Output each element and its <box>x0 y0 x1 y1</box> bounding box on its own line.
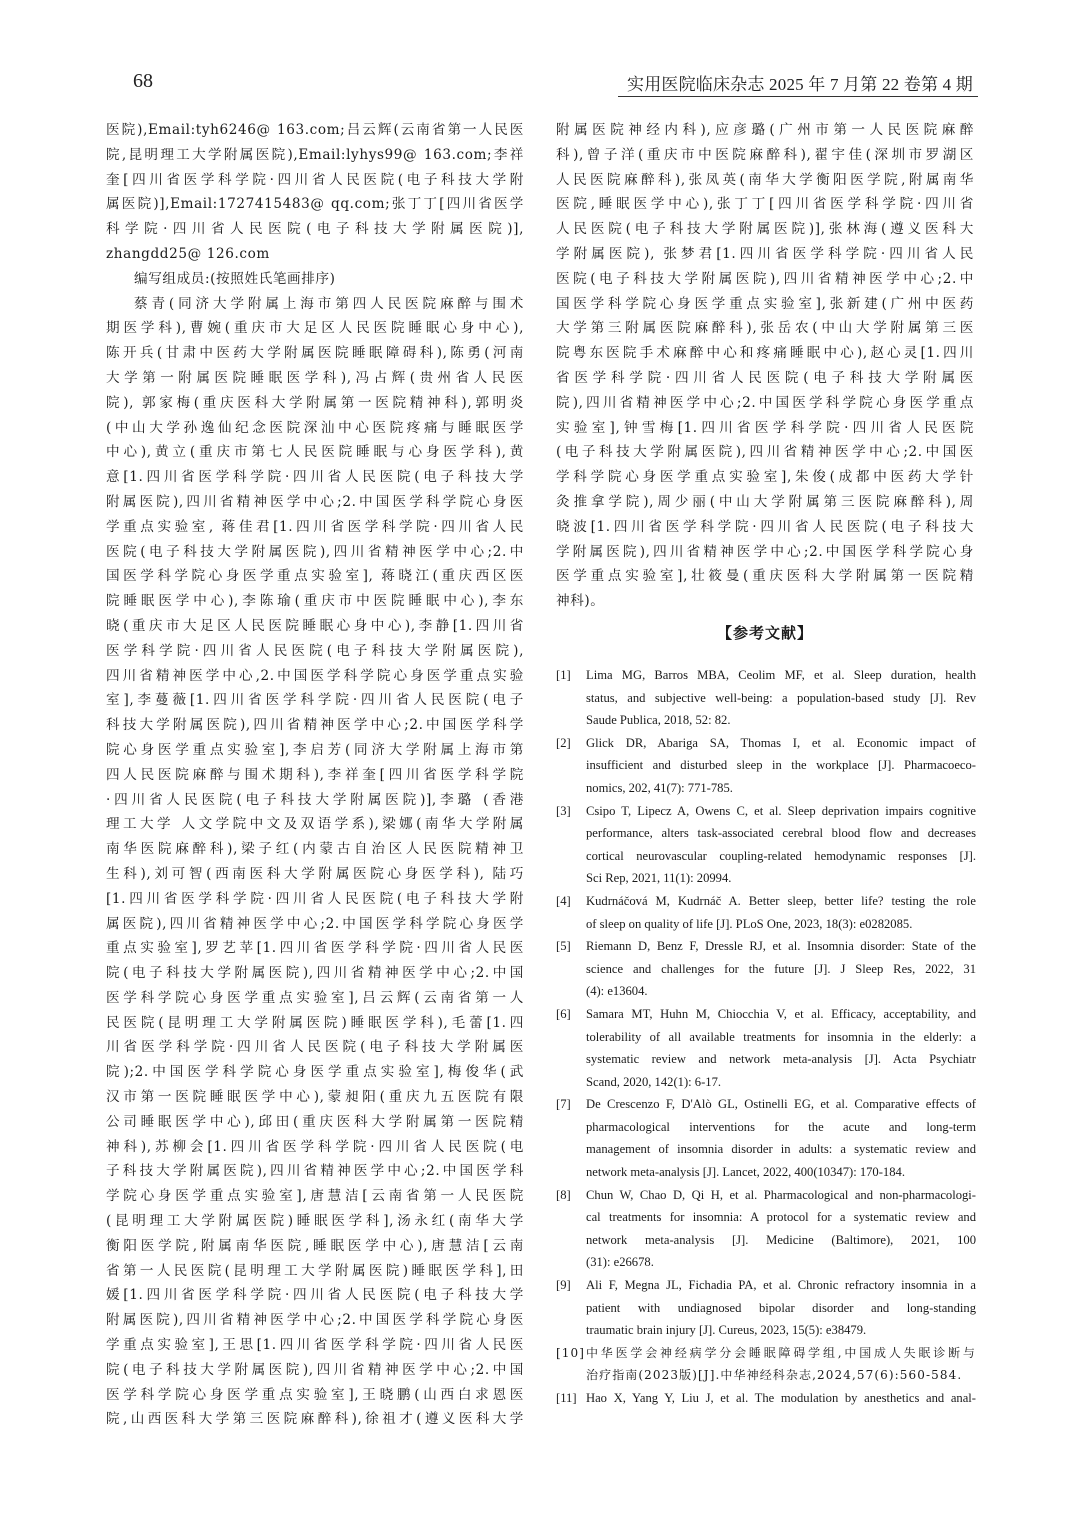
reference-number: [4] <box>556 893 571 908</box>
body-text-line: 医学科学院心身医学重点实验室],吕云辉(云南省第一人 <box>106 989 524 1006</box>
body-text-line: 附属医院神经内科),应彦璐(广州市第一人民医院麻醉 <box>556 122 974 138</box>
reference-text: Glick DR, Abariga SA, Thomas I, et al. Economic impact of <box>586 735 976 750</box>
body-text-line: 学重点实验室, 蒋佳君[1.四川省医学科学院·四川省人民 <box>106 518 524 535</box>
reference-item <box>556 664 976 732</box>
body-text-line: 院粤东医院手术麻醉中心和疼痛睡眠中心),赵心灵[1.四川 <box>556 345 974 362</box>
body-text-line: 医学科学院·四川省人民医院(电子科技大学附属医院), <box>106 642 524 659</box>
reference-item <box>556 935 976 1003</box>
body-text-line: 衡阳医学院,附属南华医院,睡眠医学中心),唐慧洁[云南 <box>106 1237 524 1254</box>
body-text-line: 院,山西医科大学第三医院麻醉科),徐祖才(遵义医科大学 <box>106 1411 524 1428</box>
reference-item <box>556 1003 976 1093</box>
body-text-line: 院睡眠医学中心),李陈瑜(重庆市中医院睡眠中心),李东 <box>106 593 524 610</box>
reference-line: (4): e13604. <box>586 984 648 999</box>
body-text-line: 国医学科学院心身医学重点实验室], 蒋晓江(重庆西区医 <box>106 568 524 585</box>
body-text-line: 晓(重庆市大足区人民医院睡眠心身中心),李静[1.四川省 <box>106 617 524 634</box>
page-number: 68 <box>133 70 153 92</box>
body-text-line: 奎[四川省医学科学院·四川省人民医院(电子科技大学附 <box>106 171 524 188</box>
reference-item <box>556 800 976 890</box>
body-text-line: 学附属医院),四川省精神医学中心;2.中国医学科学院心身 <box>556 543 974 560</box>
left-column <box>106 118 524 1432</box>
reference-line <box>556 664 976 687</box>
reference-item <box>556 732 976 800</box>
reference-line <box>556 1003 976 1026</box>
body-text-line: 室],李蔓薇[1.四川省医学科学院·四川省人民医院(电子 <box>106 692 524 709</box>
body-text-line: 大学第三附属医院麻醉科),张岳农(中山大学附属第三医 <box>556 320 974 337</box>
reference-line: systematic review and network meta-analysis [J]. Acta Psychiatr <box>586 1052 976 1067</box>
reference-number: [8] <box>556 1187 571 1202</box>
body-text-line: 编写组成员:(按照姓氏笔画排序) <box>134 270 336 287</box>
body-text-line: 院(电子科技大学附属医院),四川省精神医学中心;2.中国 <box>106 965 524 982</box>
body-text-line: 院(电子科技大学附属医院),四川省精神医学中心;2.中国 <box>106 1361 524 1378</box>
body-text-line: 省医学科学院·四川省人民医院(电子科技大学附属医 <box>556 369 974 386</box>
reference-line: tolerability of all available treatments for insomnia in the elderly: a <box>586 1029 976 1044</box>
body-text-line: 属医院),四川省精神医学中心;2.中国医学科学院心身医学 <box>106 915 524 932</box>
reference-list <box>556 664 976 1410</box>
journal-running-head: 实用医院临床杂志 2025 年 7 月第 22 卷第 4 期 <box>627 75 973 94</box>
right-column <box>556 118 974 614</box>
reference-text: Riemann D, Benz F, Dressle RJ, et al. Insomnia disorder: State of the <box>586 939 976 954</box>
reference-line: performance, alters task-associated cerebral blood flow and decreases <box>586 826 976 841</box>
body-text-line: 院),四川省精神医学中心;2.中国医学科学院心身医学重点 <box>556 394 974 411</box>
body-text-line: 附属医院),四川省精神医学中心;2.中国医学科学院心身医 <box>106 493 524 510</box>
reference-item <box>556 890 976 935</box>
body-text-line: 期医学科),曹婉(重庆市大足区人民医院睡眠心身中心), <box>106 320 524 337</box>
body-text-line: 医院),Email:tyh6246@ 163.com;吕云辉(云南省第一人民医 <box>106 122 524 138</box>
body-text-line: 附属医院),四川省精神医学中心;2.中国医学科学院心身医 <box>106 1312 524 1329</box>
reference-line: (31): e26678. <box>586 1255 654 1270</box>
body-text-line: 意[1.四川省医学科学院·四川省人民医院(电子科技大学 <box>106 469 524 486</box>
reference-number: [1] <box>556 668 571 682</box>
reference-line: network meta-analysis [J]. Medicine (Baltimore), 2021, 100 <box>586 1232 976 1247</box>
reference-number: [11] <box>556 1391 577 1405</box>
body-text-line: ·四川省人民医院(电子科技大学附属医院)],李璐 (香港 <box>106 791 524 808</box>
body-text-line: 人民医院麻醉科),张凤英(南华大学衡阳医学院,附属南华 <box>556 171 974 188</box>
body-text-line: 学附属医院), 张梦君[1.四川省医学科学院·四川省人民 <box>556 245 974 262</box>
body-text-line: 四人民医院麻醉与围术期科),李祥奎[四川省医学科学院 <box>106 766 524 783</box>
reference-line: Sci Rep, 2021, 11(1): 20994. <box>586 871 732 886</box>
reference-text: Lima MG, Barros MBA, Ceolim MF, et al. Sleep duration, health <box>586 668 976 682</box>
body-text-line: 陈开兵(甘肃中医药大学附属医院睡眠障碍科),陈勇(河南 <box>106 345 524 362</box>
body-text-line: 院心身医学重点实验室],李启芳(同济大学附属上海市第 <box>106 741 524 758</box>
reference-line: science and challenges for the future [J]. J Sleep Res, 2022, 31 <box>586 961 976 976</box>
reference-text: Kudrnáčová M, Kudrnáč A. Better sleep, better life? testing the role <box>586 893 976 908</box>
body-text-line: 蔡青(同济大学附属上海市第四人民医院麻醉与围术 <box>134 295 524 312</box>
body-text-line: 生科),刘可智(西南医科大学附属医院心身医学科), 陆巧 <box>106 865 524 882</box>
body-text-line: (电子科技大学附属医院),四川省精神医学中心;2.中国医 <box>556 444 974 461</box>
reference-text: 中华医学会神经病学分会睡眠障碍学组,中国成人失眠诊断与 <box>586 1345 976 1360</box>
reference-line <box>556 1093 976 1116</box>
reference-line: nomics, 202, 41(7): 771-785. <box>586 780 733 795</box>
body-text-line: 大学第一附属医院睡眠医学科),冯占辉(贵州省人民医 <box>106 369 524 386</box>
body-text-line: 人民医院(电子科技大学附属医院)],张林海(遵义医科大 <box>556 221 974 238</box>
body-text-line: 国医学科学院心身医学重点实验室],张新建(广州中医药 <box>556 295 974 312</box>
reference-item <box>556 1093 976 1183</box>
body-text-line: 医院(电子科技大学附属医院),四川省精神医学中心;2.中 <box>556 270 974 287</box>
body-text-line: 医学科学院心身医学重点实验室],王晓鹏(山西白求恩医 <box>106 1386 524 1403</box>
reference-line: Saude Publica, 2018, 52: 82. <box>586 713 731 728</box>
body-text-line: 学重点实验室],王思[1.四川省医学科学院·四川省人民医 <box>106 1337 524 1354</box>
body-text-line: 学院心身医学重点实验室],唐慧洁[云南省第一人民医院 <box>106 1188 524 1205</box>
reference-line: management of insomnia disorder in adults: a systematic review and <box>586 1142 976 1157</box>
reference-number: [3] <box>556 803 571 818</box>
reference-number: [9] <box>556 1278 571 1293</box>
body-text-line: 院);2.中国医学科学院心身医学重点实验室],梅俊华(武 <box>106 1064 524 1081</box>
reference-line: network meta-analysis [J]. Lancet, 2022, 400(10347): 170-184. <box>586 1165 905 1180</box>
reference-line: cal treatments for insomnia: A protocol for a systematic review and <box>586 1210 976 1225</box>
reference-line: traumatic brain injury [J]. Cureus, 2023, 15(5): e38479. <box>586 1323 867 1338</box>
reference-line: insufficient and disturbed sleep in the workplace [J]. Pharmacoeco- <box>586 758 976 773</box>
reference-text: Hao X, Yang Y, Liu J, et al. The modulation by anesthetics and anal- <box>586 1391 976 1405</box>
body-text-line: 科技大学附属医院),四川省精神医学中心;2.中国医学科学 <box>106 717 524 734</box>
reference-number: [5] <box>556 939 571 954</box>
body-text-line: 医院(电子科技大学附属医院),四川省精神医学中心;2.中 <box>106 543 524 560</box>
reference-line: status, and subjective well-being: a population-based study [J]. Rev <box>586 690 976 705</box>
body-text-line: 医院,睡眠医学中心),张丁丁[四川省医学科学院·四川省 <box>556 196 974 213</box>
reference-line <box>556 1274 976 1297</box>
references-heading: 【参考文献】 <box>716 624 813 642</box>
body-text-line: 院), 郭家梅(重庆医科大学附属第一医院精神科),郭明炎 <box>106 394 524 411</box>
body-text-line: 中心),黄立(重庆市第七人民医院睡眠与心身医学科),黄 <box>106 444 524 461</box>
body-text-line: 神科)。 <box>556 593 605 610</box>
reference-line <box>556 732 976 755</box>
body-text-line: 理工大学 人文学院中文及双语学系),梁娜(南华大学附属 <box>106 816 524 833</box>
reference-line <box>556 1184 976 1207</box>
body-text-line: 汉市第一医院睡眠医学中心),蒙昶阳(重庆九五医院有限 <box>106 1089 524 1106</box>
body-text-line: (中山大学孙逸仙纪念医院深汕中心医院疼痛与睡眠医学 <box>106 419 524 436</box>
reference-item <box>556 1274 976 1342</box>
reference-text: Ali F, Megna JL, Fichadia PA, et al. Chronic refractory insomnia in a <box>586 1278 976 1293</box>
reference-line <box>556 1342 976 1365</box>
body-text-line: 省第一人民医院(昆明理工大学附属医院)睡眠医学科],田 <box>106 1262 524 1279</box>
reference-line <box>556 800 976 823</box>
reference-line <box>556 890 976 913</box>
reference-item <box>556 1184 976 1274</box>
reference-text: De Crescenzo F, D'Alò GL, Ostinelli EG, et al. Comparative effects of <box>586 1097 976 1112</box>
reference-line: cortical neurovascular coupling-related hemodynamic responses [J]. <box>586 848 976 863</box>
header-rule <box>618 96 978 97</box>
body-text-line: 重点实验室],罗艺苹[1.四川省医学科学院·四川省人民医 <box>106 940 524 957</box>
reference-number: [10] <box>556 1345 586 1360</box>
reference-text: Chun W, Chao D, Qi H, et al. Pharmacological and non-pharmacologi- <box>586 1187 976 1202</box>
body-text-line: 实验室],钟雪梅[1.四川省医学科学院·四川省人民医院 <box>556 419 974 436</box>
body-text-line: 民医院(昆明理工大学附属医院)睡眠医学科),毛蕾[1.四 <box>106 1014 524 1031</box>
body-text-line: 南华医院麻醉科),梁子红(内蒙古自治区人民医院精神卫 <box>106 841 524 858</box>
reference-line <box>556 1387 976 1410</box>
body-text-line: 学科学院心身医学重点实验室],朱俊(成都中医药大学针 <box>556 469 974 486</box>
body-text-line: 神科),苏柳会[1.四川省医学科学院·四川省人民医院(电 <box>106 1138 524 1155</box>
body-text-line: zhangdd25@ 126.com <box>106 245 270 262</box>
reference-line: Scand, 2020, 142(1): 6-17. <box>586 1074 722 1089</box>
reference-line <box>556 935 976 958</box>
reference-item <box>556 1387 976 1410</box>
reference-text: Samara MT, Huhn M, Chiocchia V, et al. Efficacy, acceptability, and <box>586 1006 976 1021</box>
body-text-line: (昆明理工大学附属医院)睡眠医学科],汤永红(南华大学 <box>106 1213 524 1230</box>
reference-item <box>556 1342 976 1387</box>
body-text-line: 川省医学科学院·四川省人民医院(电子科技大学附属医 <box>106 1039 524 1056</box>
reference-line: of sleep on quality of life [J]. PLoS One, 2023, 18(3): e0282085. <box>586 916 913 931</box>
reference-line: 治疗指南(2023版)[J].中华神经科杂志,2024,57(6):560-584. <box>586 1368 963 1383</box>
body-text-line: 属医院)],Email:1727415483@ qq.com;张丁丁[四川省医学 <box>106 196 524 213</box>
reference-number: [6] <box>556 1006 571 1021</box>
reference-text: Csipo T, Lipecz A, Owens C, et al. Sleep deprivation impairs cognitive <box>586 803 976 818</box>
body-text-line: 医学重点实验室],壮筱曼(重庆医科大学附属第一医院精 <box>556 568 974 585</box>
body-text-line: 晓波[1.四川省医学科学院·四川省人民医院(电子科技大 <box>556 518 974 535</box>
reference-line: pharmacological interventions for the acute and long-term <box>586 1119 976 1134</box>
body-text-line: 四川省精神医学中心,2.中国医学科学院心身医学重点实验 <box>106 667 524 684</box>
reference-number: [2] <box>556 735 571 750</box>
body-text-line: 子科技大学附属医院),四川省精神医学中心;2.中国医学科 <box>106 1163 524 1180</box>
body-text-line: 媛[1.四川省医学科学院·四川省人民医院(电子科技大学 <box>106 1287 524 1304</box>
body-text-line: 公司睡眠医学中心),邱田(重庆医科大学附属第一医院精 <box>106 1113 524 1130</box>
body-text-line: 灸推拿学院),周少丽(中山大学附属第三医院麻醉科),周 <box>556 493 974 510</box>
reference-line: patient with undiagnosed bipolar disorder and long-standing <box>586 1300 976 1315</box>
body-text-line: 科学院·四川省人民医院(电子科技大学附属医院)], <box>106 221 524 238</box>
reference-number: [7] <box>556 1097 571 1112</box>
body-text-line: [1.四川省医学科学院·四川省人民医院(电子科技大学附 <box>106 890 524 907</box>
body-text-line: 院,昆明理工大学附属医院),Email:lyhys99@ 163.com;李祥 <box>106 146 524 163</box>
body-text-line: 科),曾子洋(重庆市中医院麻醉科),翟宇佳(深圳市罗湖区 <box>556 146 974 163</box>
